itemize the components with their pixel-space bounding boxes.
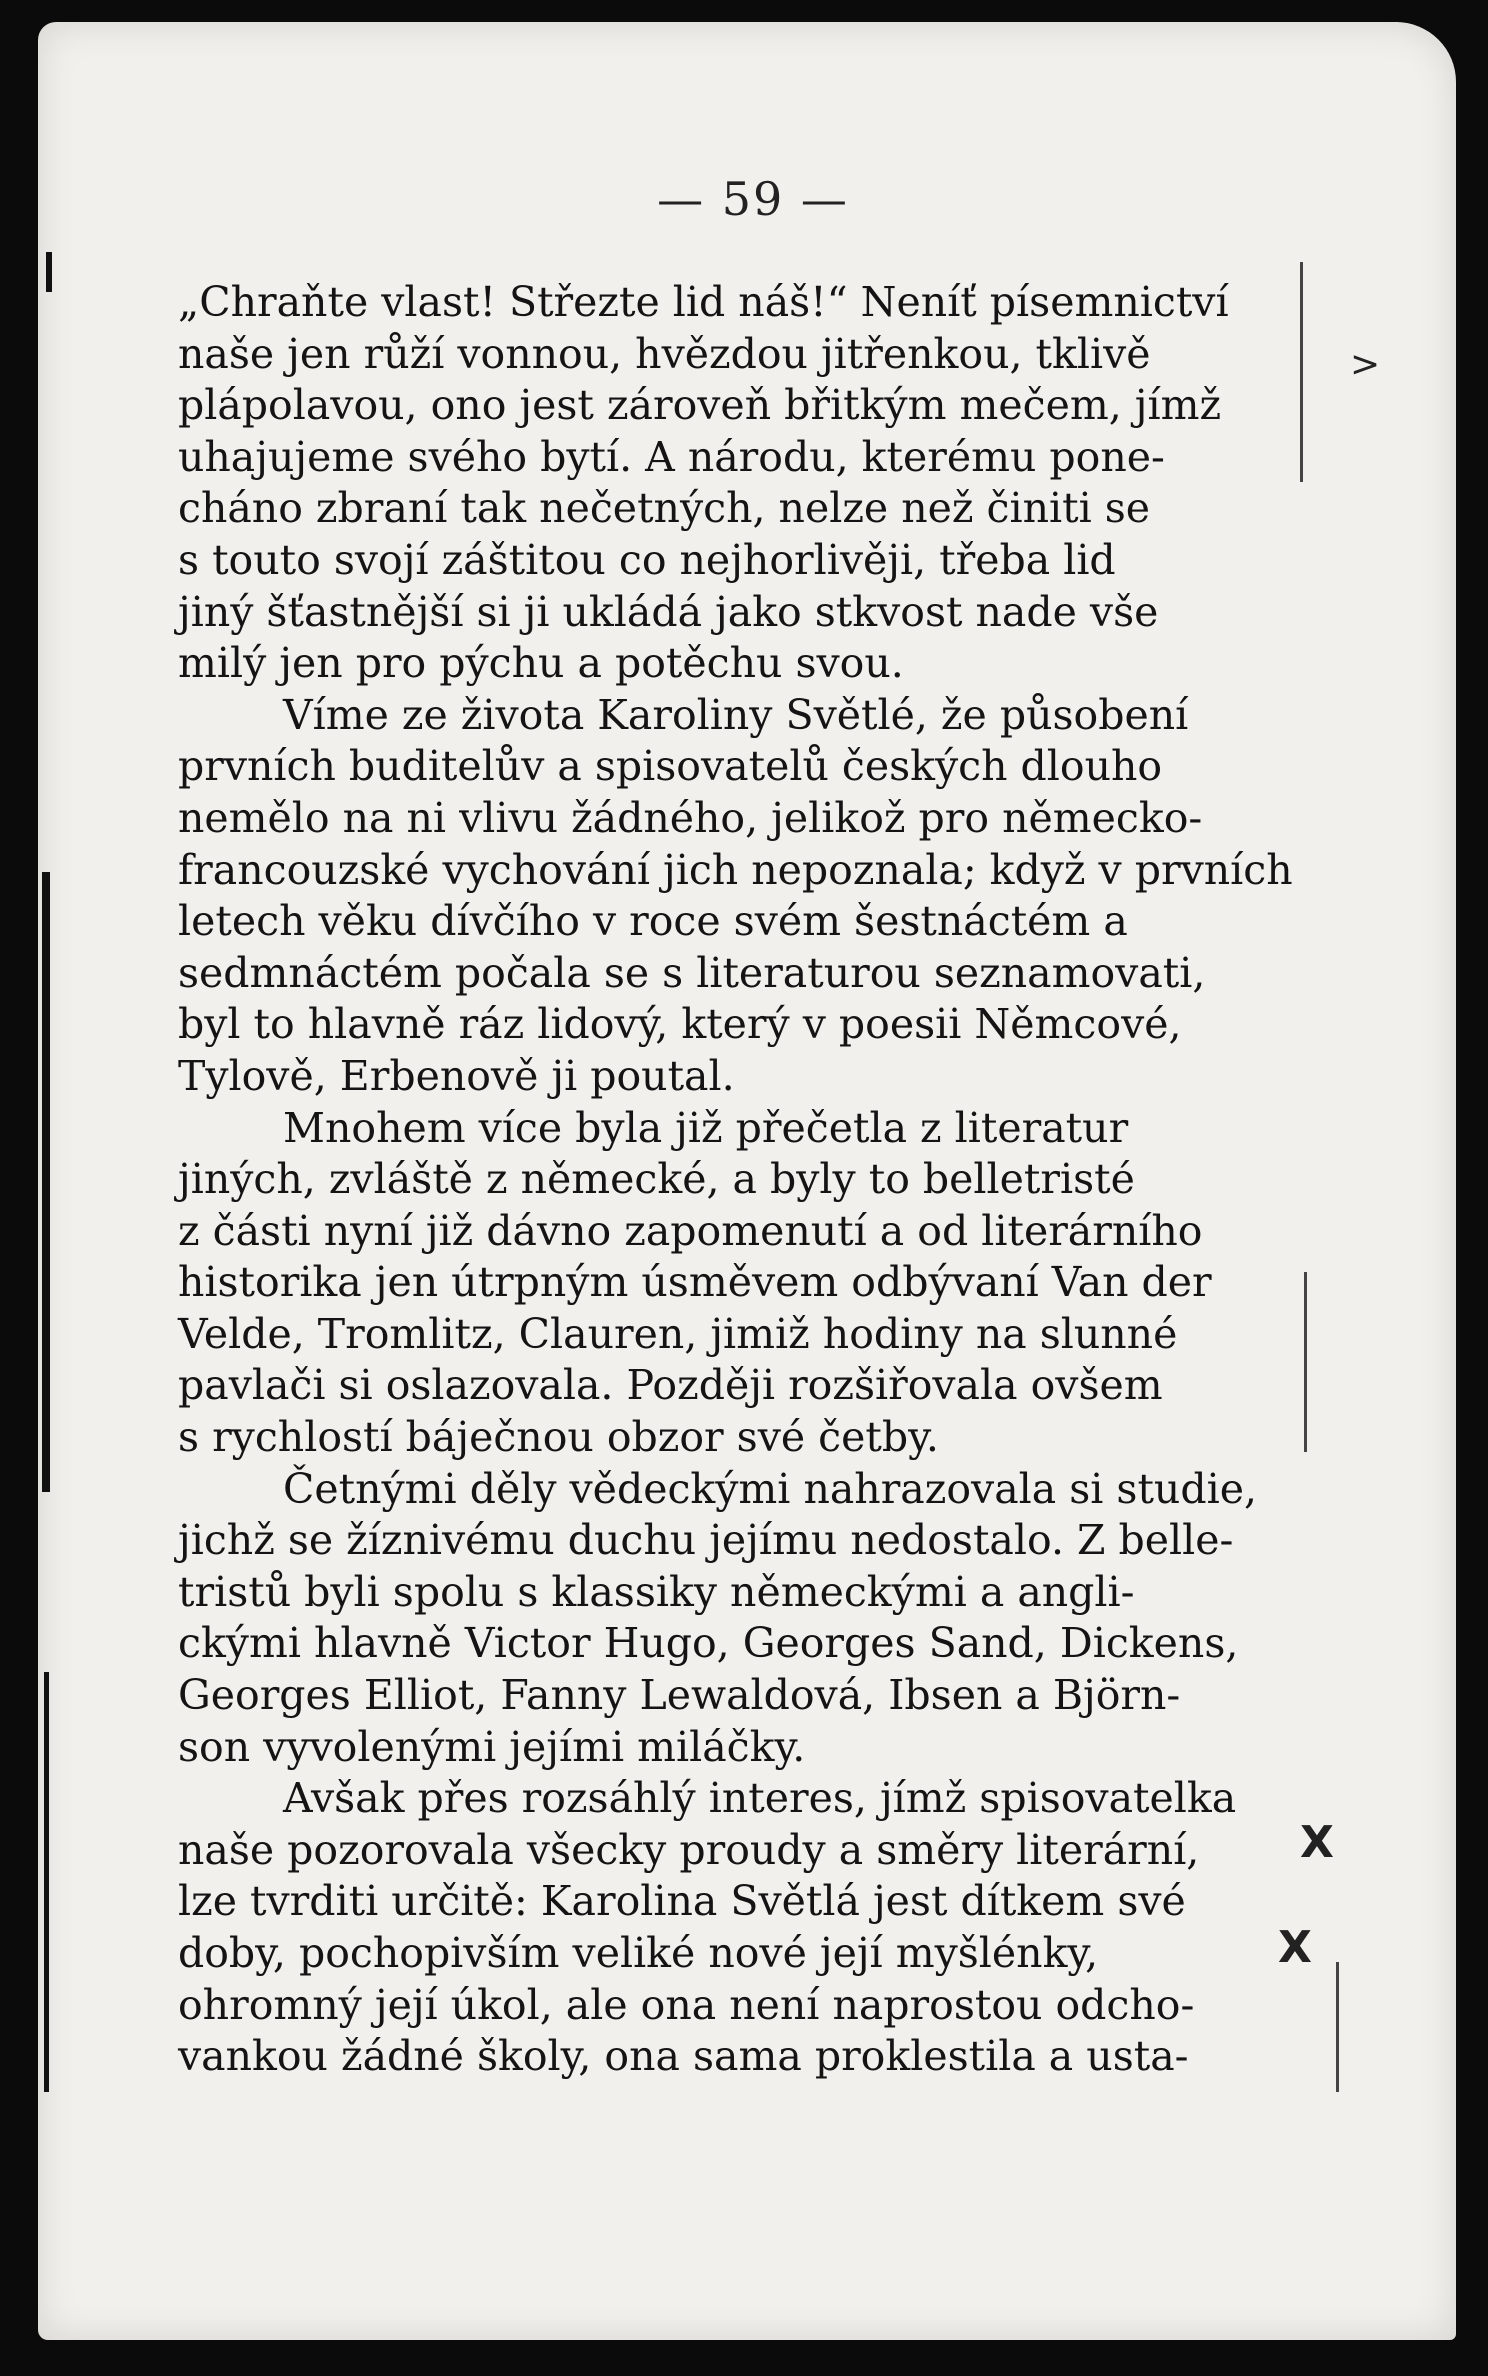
- right-arrow-mark: >: [1350, 344, 1381, 385]
- paragraph-1: „Chraňte vlast! Střezte lid náš!“ Neníť písemnictví naše jen růží vonnou, hvězdou jitřenkou, tklivě plápolavou, ono jest zároveň břitkým mečem, jímž uhajujeme svého bytí. A národu, kterému pone- cháno zbraní tak nečetných, nelze než činiti se s touto svojí záštitou co nejhorlivěji, třeba lid jiný šťastnější si ji ukládá jako stkvost nade vše milý jen pro pýchu a potěchu svou.: [178, 278, 1229, 688]
- right-margin-rule-2: [1304, 1272, 1307, 1452]
- paragraph-5: Avšak přes rozsáhlý interes, jímž spisovatelka naše pozorovala všecky proudy a směry literární, lze tvrditi určitě: Karolina Světlá jest dítkem své doby, pochopivším veliké nové její myšlénky, ohromný její úkol, ale ona není naprostou odcho- vankou žádné školy, ona sama proklestila a usta-: [178, 1774, 1237, 2081]
- left-margin-line-lower: [44, 1672, 49, 2092]
- left-margin-line-upper: [46, 252, 52, 292]
- right-margin-rule-1: [1300, 262, 1303, 482]
- paragraph-3: Mnohem více byla již přečetla z literatur jiných, zvláště z německé, a byly to belletristé z části nyní již dávno zapomenutí a od literárního historika jen útrpným úsměvem odbývaní Van der Velde, Tromlitz, Clauren, jimiž hodiny na slunné pavlači si oslazovala. Později rozšiřovala ovšem s rychlostí báječnou obzor své četby.: [178, 1103, 1212, 1462]
- book-page: [38, 22, 1456, 2340]
- page-number: — 59 —: [657, 172, 849, 226]
- paragraph-2: Víme ze života Karoliny Světlé, že působení prvních buditelův a spisovatelů českých dlouho nemělo na ni vlivu žádného, jelikož pro německo- francouzské vychování jich nepoznala; když v prvních letech věku dívčího v roce svém šestnáctém a sedmnáctém počala se s literaturou seznamovati, byl to hlavně ráz lidový, který v poesii Němcové, Tylově, Erbenově ji poutal.: [178, 690, 1293, 1100]
- paragraph-4: Četnými děly vědeckými nahrazovala si studie, jichž se žíznivému duchu jejímu nedostalo. Z belle- tristů byli spolu s klassiky německými a angli- ckými hlavně Victor Hugo, Georges Sand, Dickens, Georges Elliot, Fanny Lewaldová, Ibsen a Björn- son vyvolenými jejími miláčky.: [178, 1464, 1257, 1771]
- cross-mark-lower: X: [1278, 1922, 1312, 1973]
- left-margin-line-middle: [42, 872, 50, 1492]
- cross-mark-upper: X: [1300, 1817, 1334, 1868]
- right-margin-rule-3: [1336, 1962, 1339, 2092]
- body-text: [178, 277, 1313, 2083]
